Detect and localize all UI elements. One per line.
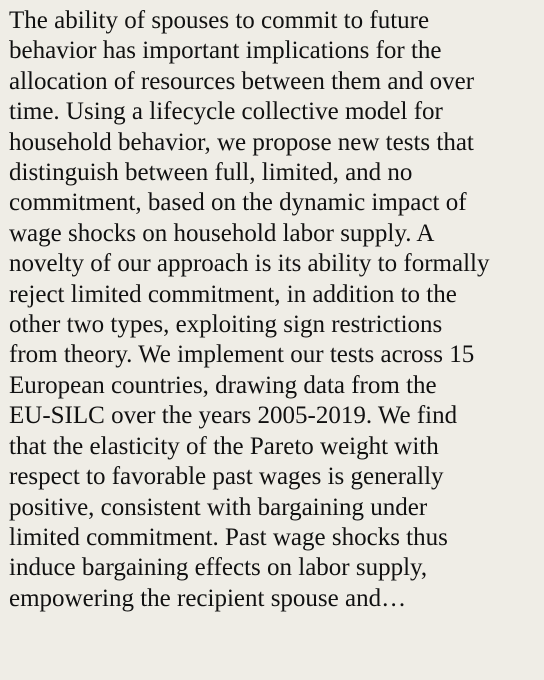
abstract-line: empowering the recipient spouse and…: [9, 584, 407, 612]
abstract-line: respect to favorable past wages is generally: [9, 463, 444, 491]
abstract-line: reject limited commitment, in addition to the: [9, 280, 457, 308]
abstract-line: time. Using a lifecycle collective model for: [9, 98, 443, 126]
abstract-line: allocation of resources between them and over: [9, 67, 475, 95]
abstract-line: The ability of spouses to commit to future: [9, 7, 430, 34]
abstract-line: household behavior, we propose new tests that: [9, 128, 474, 156]
abstract-text: [9, 6, 538, 614]
abstract-line: commitment, based on the dynamic impact of: [9, 189, 467, 217]
abstract-line: EU-SILC over the years 2005-2019. We find: [9, 402, 458, 430]
abstract-line: distinguish between full, limited, and no: [9, 159, 413, 187]
abstract-line: novelty of our approach is its ability to formally: [9, 250, 490, 278]
abstract-line: from theory. We implement our tests across 15: [9, 341, 475, 369]
abstract-line: induce bargaining effects on labor supply,: [9, 554, 428, 582]
abstract-line: positive, consistent with bargaining under: [9, 493, 428, 521]
abstract-line: limited commitment. Past wage shocks thus: [9, 523, 448, 551]
abstract-line: behavior has important implications for the: [9, 37, 442, 65]
abstract-line: other two types, exploiting sign restrictions: [9, 311, 443, 339]
abstract-line: wage shocks on household labor supply. A: [9, 219, 435, 247]
abstract-line: European countries, drawing data from the: [9, 371, 437, 399]
abstract-line: that the elasticity of the Pareto weight with: [9, 432, 439, 460]
